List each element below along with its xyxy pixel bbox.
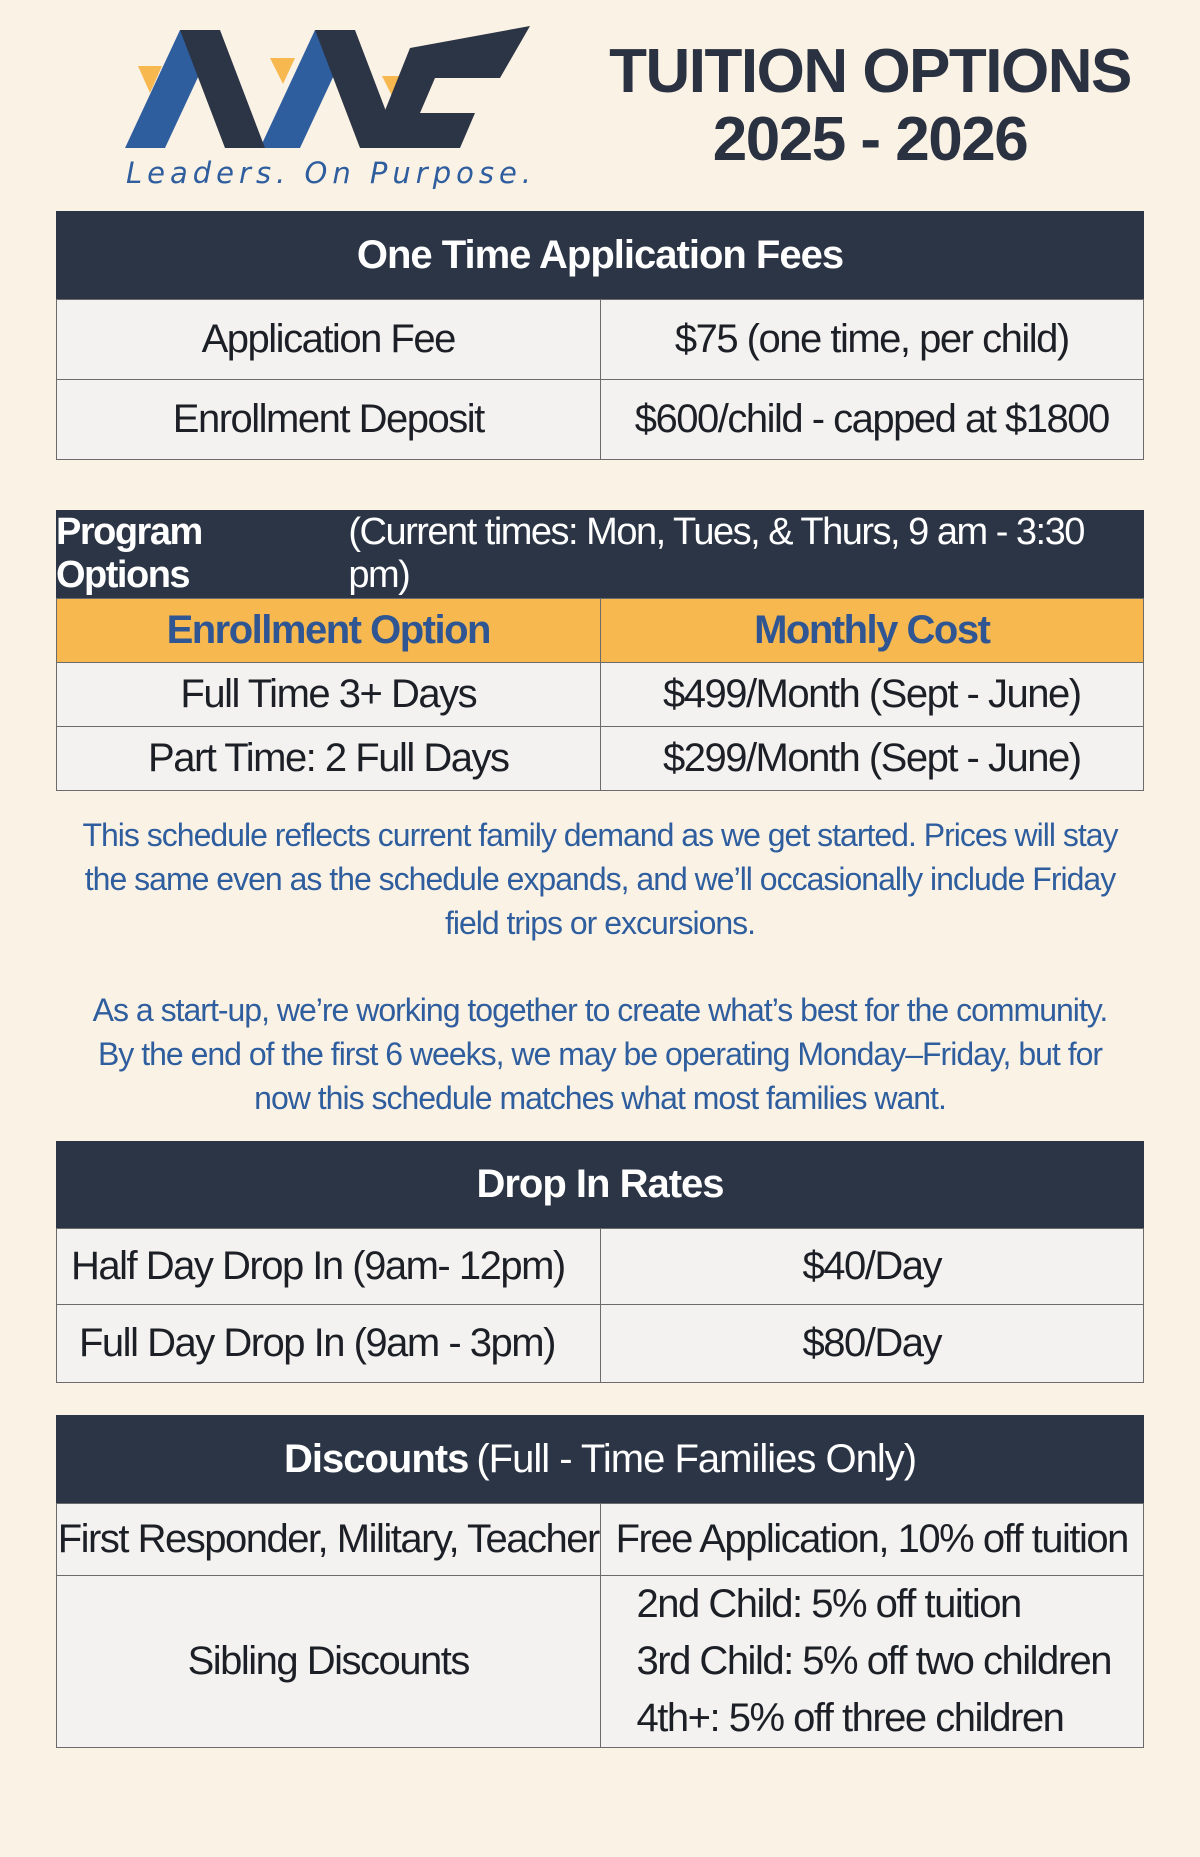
school-logo xyxy=(120,18,550,198)
fee-value: $600/child - capped at $1800 xyxy=(600,380,1144,460)
schedule-note xyxy=(56,813,1144,945)
discounts-section xyxy=(56,1415,1144,1748)
column-header-option: Enrollment Option xyxy=(57,599,601,663)
page-title xyxy=(595,38,1145,174)
drop-in-label: Full Day Drop In (9am - 3pm) xyxy=(57,1305,601,1383)
sibling-discount-item: 2nd Child: 5% off tuition xyxy=(636,1582,1021,1626)
drop-in-table xyxy=(56,1228,1144,1383)
drop-in-label: Half Day Drop In (9am- 12pm) xyxy=(57,1229,601,1305)
discounts-eligibility: (Full - Time Families Only) xyxy=(476,1436,917,1481)
application-fees-table xyxy=(56,299,1144,460)
drop-in-rate: $40/Day xyxy=(600,1229,1144,1305)
sibling-discount-list xyxy=(600,1576,1144,1748)
discounts-table xyxy=(56,1503,1144,1748)
table-row xyxy=(57,300,1144,380)
table-row xyxy=(57,663,1144,727)
fee-label: Application Fee xyxy=(57,300,601,380)
discounts-heading: Discounts xyxy=(283,1436,469,1481)
discount-label: First Responder, Military, Teacher xyxy=(57,1504,601,1576)
note-line: the same even as the schedule expands, and we’ll occasionally include Friday xyxy=(84,861,1116,897)
program-options-schedule: (Current times: Mon, Tues, & Thurs, 9 am - 3:30 pm) xyxy=(348,511,1084,596)
startup-note xyxy=(56,988,1144,1120)
section-heading xyxy=(56,211,1144,299)
fee-value: $75 (one time, per child) xyxy=(600,300,1144,380)
table-row xyxy=(57,1305,1144,1383)
program-options-section xyxy=(56,510,1144,791)
drop-in-heading: Drop In Rates xyxy=(476,1162,724,1206)
program-options-heading: Program Options xyxy=(56,511,202,596)
program-options-table xyxy=(56,598,1144,791)
option-cost: $299/Month (Sept - June) xyxy=(600,727,1144,791)
drop-in-section xyxy=(56,1141,1144,1383)
application-fees-heading: One Time Application Fees xyxy=(356,232,844,277)
note-line: This schedule reflects current family demand as we get started. Prices will stay xyxy=(82,817,1118,853)
section-heading xyxy=(56,1141,1144,1228)
note-line: field trips or excursions. xyxy=(444,905,756,941)
table-header-row xyxy=(57,599,1144,663)
column-header-cost: Monthly Cost xyxy=(600,599,1144,663)
option-label: Full Time 3+ Days xyxy=(57,663,601,727)
title-line-1: TUITION OPTIONS xyxy=(609,37,1131,106)
table-row xyxy=(57,1229,1144,1305)
option-label: Part Time: 2 Full Days xyxy=(57,727,601,791)
section-heading xyxy=(56,1415,1144,1503)
note-line: now this schedule matches what most families want. xyxy=(254,1080,946,1116)
tagline: Leaders. On Purpose. xyxy=(126,156,537,190)
table-row xyxy=(57,380,1144,460)
sibling-discount-item: 4th+: 5% off three children xyxy=(636,1696,1064,1740)
logo-mark-icon xyxy=(120,18,550,158)
drop-in-rate: $80/Day xyxy=(600,1305,1144,1383)
note-line: By the end of the first 6 weeks, we may be operating Monday–Friday, but for xyxy=(97,1036,1103,1072)
header xyxy=(0,0,1200,210)
table-row xyxy=(57,1576,1144,1748)
section-heading xyxy=(56,510,1144,598)
option-cost: $499/Month (Sept - June) xyxy=(600,663,1144,727)
application-fees-section xyxy=(56,211,1144,460)
fee-label: Enrollment Deposit xyxy=(57,380,601,460)
table-row xyxy=(57,727,1144,791)
note-line: As a start-up, we’re working together to create what’s best for the community. xyxy=(92,992,1108,1028)
table-row xyxy=(57,1504,1144,1576)
discount-label: Sibling Discounts xyxy=(57,1576,601,1748)
discount-value: Free Application, 10% off tuition xyxy=(600,1504,1144,1576)
sibling-discount-item: 3rd Child: 5% off two children xyxy=(636,1639,1112,1683)
title-line-2: 2025 - 2026 xyxy=(712,105,1028,174)
